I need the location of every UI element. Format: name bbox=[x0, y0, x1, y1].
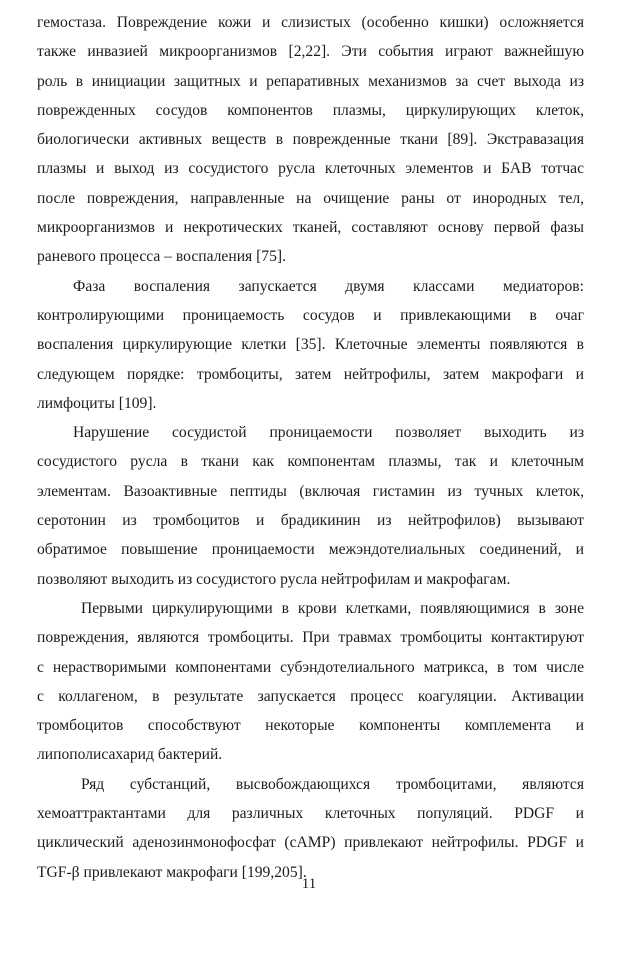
text-line: с коллагеном, в результате запускается процесс коагуляции. Активации bbox=[37, 687, 584, 705]
text-line: Ряд субстанций, высвобождающихся тромбоцитами, являются bbox=[81, 775, 584, 793]
text-line: серотонин из тромбоцитов и брадикинин из нейтрофилов) вызывают bbox=[37, 512, 584, 530]
text-line: тромбоцитов способствуют некоторые компоненты комплемента и bbox=[37, 717, 584, 735]
text-line: Фаза воспаления запускается двумя классами медиаторов: bbox=[73, 277, 584, 295]
text-line: позволяют выходить из сосудистого русла нейтрофилам и макрофагам. bbox=[37, 570, 511, 588]
text-line: лимфоциты [109]. bbox=[37, 394, 157, 412]
text-line: липополисахарид бактерий. bbox=[37, 746, 223, 764]
text-line: TGF-β привлекают макрофаги [199,205]. bbox=[37, 863, 307, 881]
paragraph-5 bbox=[37, 770, 584, 887]
text-line: также инвазией микроорганизмов [2,22]. Эти события играют важнейшую bbox=[37, 43, 584, 61]
text-line: воспаления циркулирующие клетки [35]. Клеточные элементы появляются в bbox=[37, 336, 584, 354]
text-line: контролирующими проницаемость сосудов и привлекающими в очаг bbox=[37, 306, 584, 324]
text-line: повреждения, являются тромбоциты. При травмах тромбоциты контактируют bbox=[37, 629, 584, 647]
paragraph-1 bbox=[37, 8, 584, 272]
text-line: циклический аденозинмонофосфат (cAMP) привлекают нейтрофилы. PDGF и bbox=[37, 834, 584, 852]
page-number: 11 bbox=[301, 876, 317, 892]
text-line: следующем порядке: тромбоциты, затем нейтрофилы, затем макрофаги и bbox=[37, 365, 584, 383]
text-line: роль в инициации защитных и репаративных механизмов за счет выхода из bbox=[37, 72, 584, 90]
text-line: раневого процесса – воспаления [75]. bbox=[37, 248, 286, 266]
text-line: хемоаттрактантами для различных клеточных популяций. PDGF и bbox=[37, 805, 584, 823]
text-line: гемостаза. Повреждение кожи и слизистых (особенно кишки) осложняется bbox=[37, 14, 584, 31]
text-line: Нарушение сосудистой проницаемости позволяет выходить из bbox=[73, 424, 584, 442]
text-line: элементам. Вазоактивные пептиды (включая гистамин из тучных клеток, bbox=[37, 482, 584, 500]
text-line: после повреждения, направленные на очищение раны от инородных тел, bbox=[37, 189, 584, 207]
paragraph-3 bbox=[37, 418, 584, 594]
paragraph-2 bbox=[37, 272, 584, 418]
text-line: Первыми циркулирующими в крови клетками, появляющимися в зоне bbox=[81, 599, 584, 617]
text-line: плазмы и выход из сосудистого русла клеточных элементов и БАВ тотчас bbox=[37, 160, 584, 178]
text-line: с нерастворимыми компонентами субэндотелиального матрикса, в том числе bbox=[37, 658, 584, 676]
text-line: микроорганизмов и некротических тканей, составляют основу первой фазы bbox=[37, 219, 584, 237]
text-line: обратимое повышение проницаемости межэндотелиальных соединений, и bbox=[37, 541, 584, 559]
document-page bbox=[37, 8, 584, 887]
text-line: биологически активных веществ в поврежденные ткани [89]. Экстравазация bbox=[37, 131, 584, 149]
text-line: поврежденных сосудов компонентов плазмы, циркулирующих клеток, bbox=[37, 101, 584, 119]
text-line: сосудистого русла в ткани как компонентам плазмы, так и клеточным bbox=[37, 453, 584, 471]
paragraph-4 bbox=[37, 594, 584, 770]
